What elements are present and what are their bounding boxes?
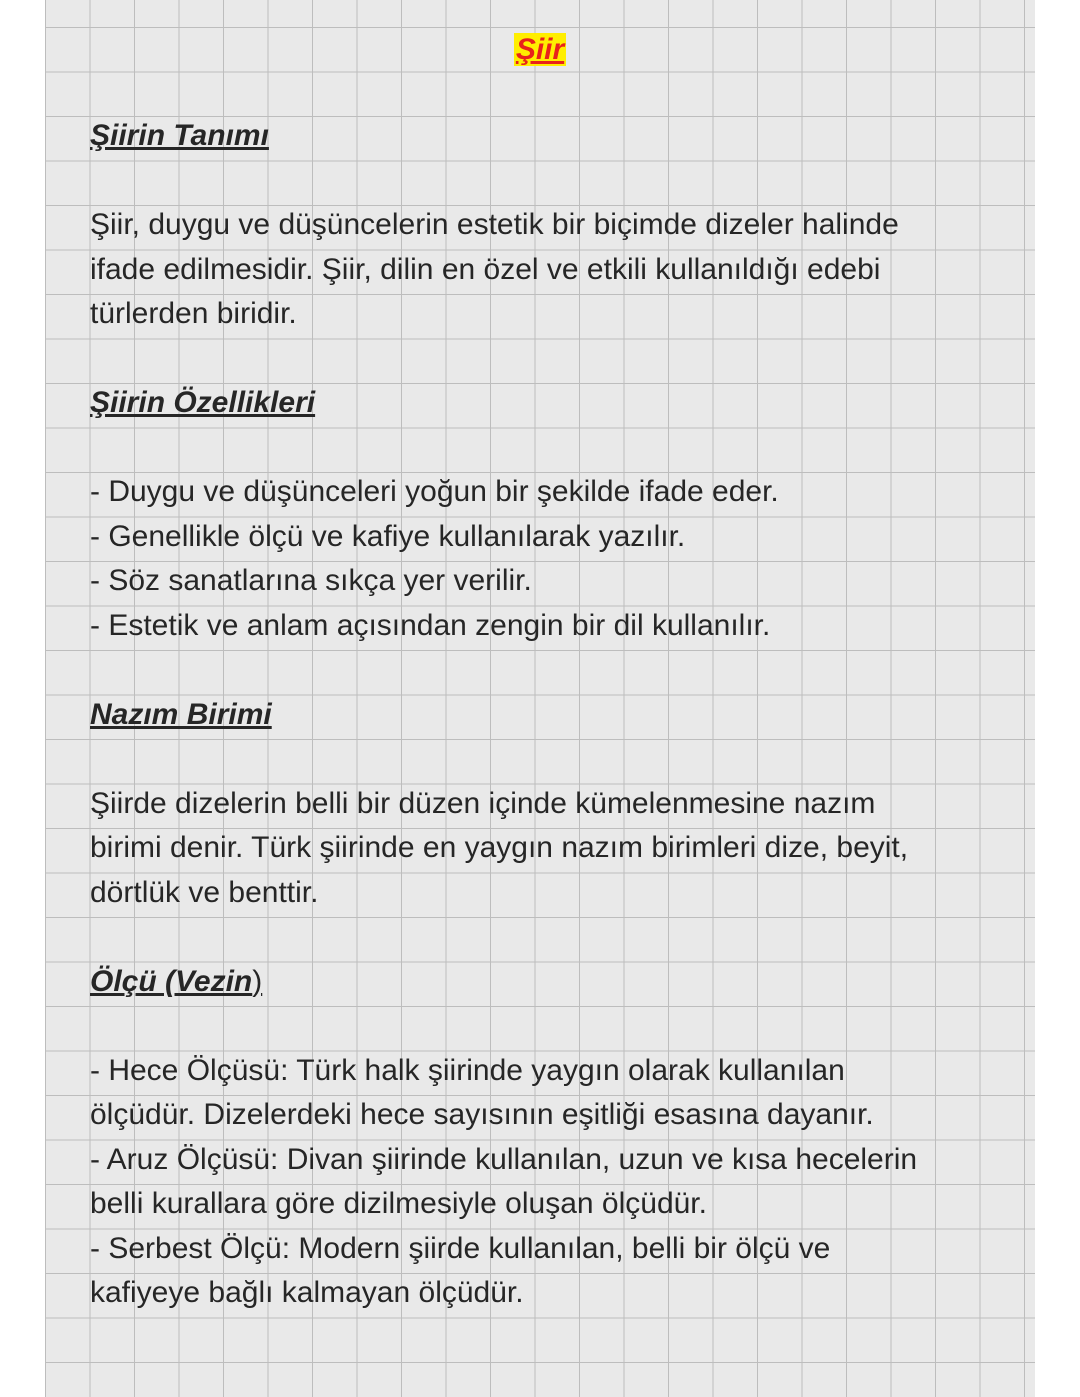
text-line: - Aruz Ölçüsü: Divan şiirinde kullanılan, uzun ve kısa hecelerin — [90, 1142, 918, 1176]
section-body — [90, 1049, 990, 1316]
section-body — [90, 782, 990, 916]
section-verse-unit — [90, 693, 990, 960]
section-features — [90, 381, 990, 693]
notebook-page — [45, 0, 1035, 1397]
section-definition — [90, 114, 990, 381]
section-body — [90, 203, 990, 337]
text-line: türlerden biridir. — [90, 297, 297, 330]
text-line: Şiirde dizelerin belli bir düzen içinde kümelenmesine nazım — [90, 786, 876, 820]
page-title-text: Şiir — [515, 33, 565, 66]
text-line: Şiir, duygu ve düşüncelerin estetik bir biçimde dizeler halinde — [90, 208, 899, 241]
text-line: ifade edilmesidir. Şiir, dilin en özel ve etkili kullanıldığı edebi — [90, 252, 881, 286]
text-line: ölçüdür. Dizelerdeki hece sayısının eşitliği esasına dayanır. — [90, 1098, 874, 1131]
section-heading: Şiirin Tanımı — [90, 119, 269, 152]
list-item: - Söz sanatlarına sıkça yer verilir. — [90, 564, 532, 597]
page-title — [45, 30, 1035, 70]
section-heading-text: Ölçü (Vezin — [90, 964, 253, 998]
section-heading-tail: ) — [252, 964, 263, 998]
text-line: - Serbest Ölçü: Modern şiirde kullanılan, belli bir ölçü ve — [90, 1231, 831, 1265]
text-line: birimi denir. Türk şiirinde en yaygın nazım birimleri dize, beyit, — [90, 831, 909, 864]
notes-content — [90, 114, 990, 1316]
section-heading: Nazım Birimi — [90, 697, 272, 731]
section-body — [90, 470, 990, 648]
section-heading: Şiirin Özellikleri — [90, 386, 316, 419]
list-item: - Duygu ve düşünceleri yoğun bir şekilde ifade eder. — [90, 475, 779, 508]
text-line: dörtlük ve benttir. — [90, 875, 319, 909]
list-item: - Genellikle ölçü ve kafiye kullanılarak yazılır. — [90, 519, 686, 553]
text-line: belli kurallara göre dizilmesiyle oluşan ölçüdür. — [90, 1187, 707, 1220]
text-line: - Hece Ölçüsü: Türk halk şiirinde yaygın olarak kullanılan — [90, 1053, 845, 1087]
text-line: kafiyeye bağlı kalmayan ölçüdür. — [90, 1276, 524, 1309]
section-heading — [90, 960, 990, 1005]
list-item: - Estetik ve anlam açısından zengin bir dil kullanılır. — [90, 608, 771, 642]
section-meter — [90, 960, 990, 1316]
